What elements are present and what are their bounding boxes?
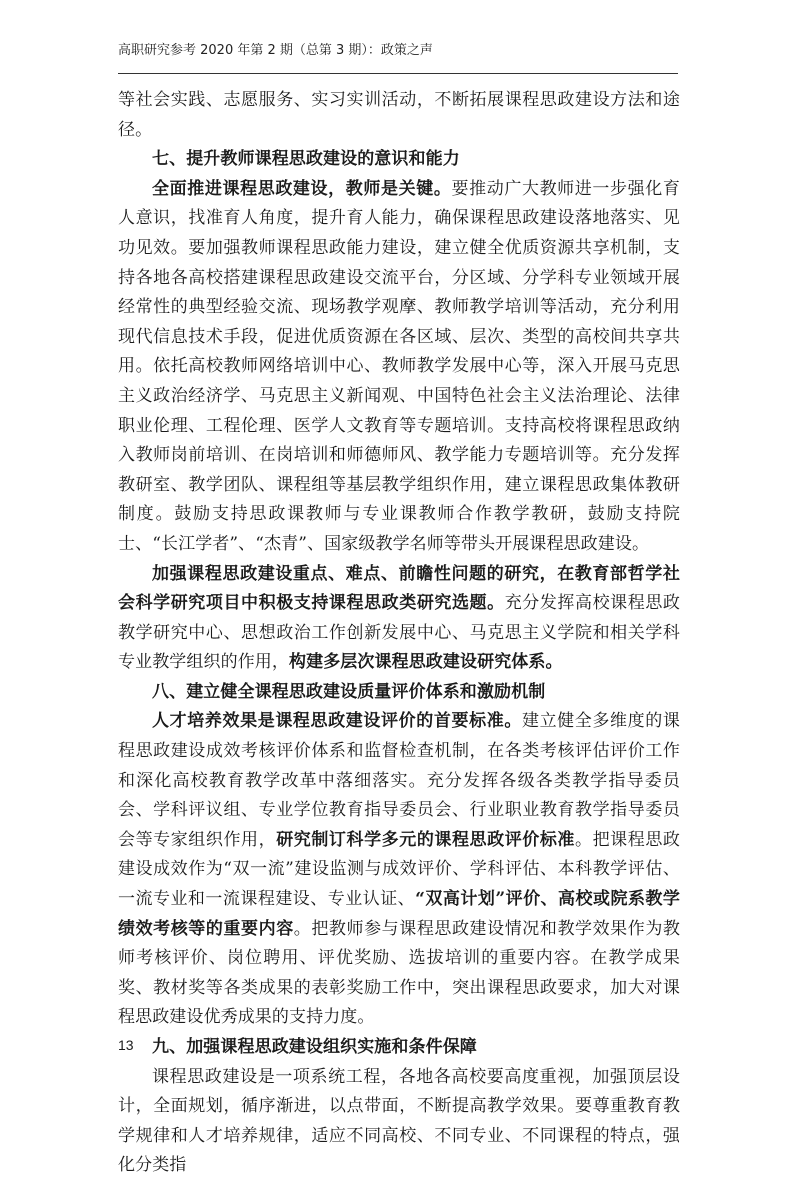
paragraph-lead-bold: 加强课程思政建设重点、难点、前瞻性问题的研究，在教育部哲学社会科学研究项目中积极支持课程思政类研究选题。 — [118, 563, 680, 614]
paragraph-text: 要推动广大教师进一步强化育人意识，找准育人角度，提升育人能力，确保课程思政建设落地落实、见功见效。要加强教师课程思政能力建设，建立健全优质资源共享机制，支持各地各高校搭建课程思政建设交流平台，分区域、分学科专业领域开展经常性的典型经验交流、现场教学观摩、教师教学培训等活动，充分利用现代信息技术手段，促进优质资源在各区域、层次、类型的高校间共享共用。依托高校教师网络培训中心、教师教学发展中心等，深入开展马克思主义政治经济学、马克思主义新闻观、中国特色社会主义法治理论、法律职业伦理、工程伦理、医学人文教育等专题培训。支持高校将课程思政纳入教师岗前培训、在岗培训和师德师风、教学能力专题培训等。充分发挥教研室、教学团队、课程组等基层教学组织作用，建立课程思政集体教研制度。鼓励支持思政课教师与专业课教师合作教学教研，鼓励支持院士、“长江学者”、“杰青”、国家级教学名师等带头开展课程思政建设。 — [118, 178, 680, 554]
paragraph-lead-bold: 人才培养效果是课程思政建设评价的首要标准。 — [152, 711, 522, 732]
section-heading-7: 七、提升教师课程思政建设的意识和能力 — [152, 149, 460, 170]
paragraph-implementation: 课程思政建设是一项系统工程，各地各高校要高度重视，加强顶层设计，全面规划，循序渐进，以点带面，不断提高教学效果。要尊重教育教学规律和人才培养规律，适应不同高校、不同专业、不同课程的特点，强化分类指 — [118, 1066, 680, 1176]
header-divider — [118, 73, 678, 74]
section-heading-8: 八、建立健全课程思政建设质量评价体系和激励机制 — [152, 681, 546, 702]
section-heading-9: 九、加强课程思政建设组织实施和条件保障 — [152, 1037, 477, 1057]
running-header: 高职研究参考 2020 年第 2 期（总第 3 期）：政策之声 — [118, 43, 433, 58]
paragraph-research — [118, 560, 680, 678]
paragraph-text: 建立健全多维度的课程思政建设成效考核评价体系和监督检查机制，在各类考核评估评价工作和深化高校教育教学改革中落细落实。充分发挥各级各类教学指导委员会、学科评议组、专业学位教育指导委员会、行业职业教育教学指导委员会等专家组织作用， — [118, 711, 680, 850]
paragraph-teachers — [118, 175, 680, 560]
paragraph-inline-bold: 研究制订科学多元的课程思政评价标准 — [276, 829, 576, 850]
page-number: 13 — [118, 1037, 134, 1053]
paragraph-evaluation — [118, 707, 680, 1033]
document-body — [118, 86, 680, 1181]
paragraph-text: 。把教师参与课程思政建设情况和教学效果作为教师考核评价、岗位聘用、评优奖励、选拔培训的重要内容。在教学成果奖、教材奖等各类成果的表彰奖励工作中，突出课程思政要求，加大对课程思政建设优秀成果的支持力度。 — [118, 918, 681, 1028]
paragraph-text: 充分发挥高校课程思政教学研究中心、思想政治工作创新发展中心、马克思主义学院和相关学科专业教学组织的作用， — [118, 593, 680, 673]
paragraph-text: 。把课程思政建设成效作为“双一流”建设监测与成效评价、学科评估、本科教学评估、一流专业和一流课程建设、专业认证、 — [118, 829, 680, 910]
paragraph-tail-bold: 构建多层次课程思政建设研究体系。 — [289, 652, 563, 673]
paragraph-continuation: 等社会实践、志愿服务、实习实训活动，不断拓展课程思政建设方法和途径。 — [118, 90, 680, 140]
paragraph-lead-bold: 全面推进课程思政建设，教师是关键。 — [152, 178, 452, 199]
paragraph-inline-bold: “双高计划”评价、高校或院系教学绩效考核等的重要内容 — [118, 889, 681, 939]
